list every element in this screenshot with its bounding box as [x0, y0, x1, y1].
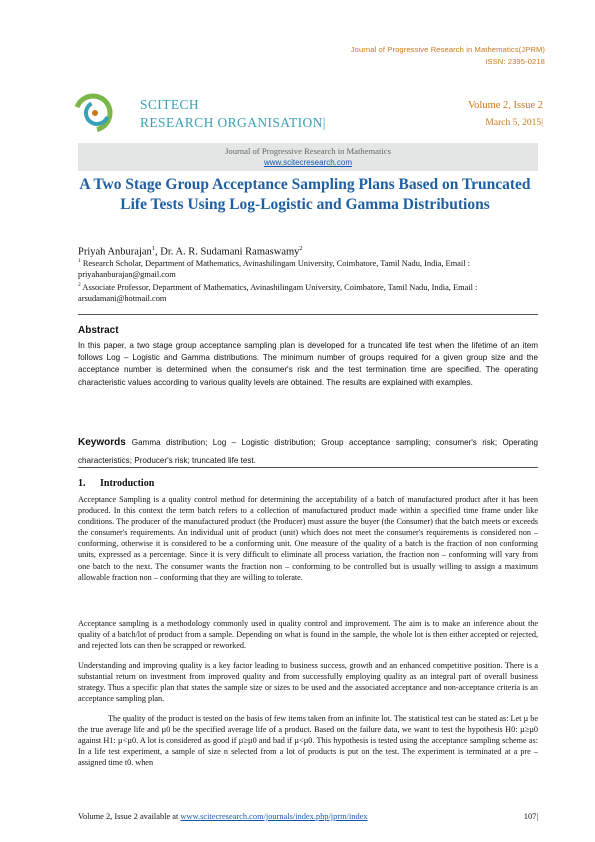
affiliation-1-text: Research Scholar, Department of Mathematics, Avinashilingam University, Coimbatore, Tamil Nadu, India, Email : priyahanburajan@gmail.com	[78, 258, 470, 280]
divider-bottom	[78, 467, 538, 468]
intro-paragraph-2: Acceptance sampling is a methodology commonly used in quality control and improvement. The aim is to make an inference about the quality of a batch/lot of product from a sample. Depending on what is found in the sample, the whole lot is then either accepted or rejected, and rejected lots can then be scrapped or reworked.	[78, 619, 538, 651]
journal-header-issn: ISSN: 2395-0218	[485, 57, 545, 66]
publisher-name	[140, 96, 326, 132]
publisher-line2: RESEARCH ORGANISATION|	[140, 115, 326, 130]
footer-link[interactable]: www.scitecresearch.com/journals/index.php/jprm/index	[180, 812, 368, 821]
affiliation-1-marker: 1	[78, 258, 81, 264]
author-2-name: , Dr. A. R. Sudamani Ramaswamy	[155, 246, 300, 258]
author-1-name: Priyah Anburajan	[78, 246, 152, 258]
intro-paragraph-3: Understanding and improving quality is a key factor leading to business success, growth and an enhanced competitive position. There is a substantial return on investment from improved quality and from successfully employing quality as an integral part of overall business strategy. Thus a specific plan that states the sample size or sizes to be used and the associated acceptance and non-acceptance criteria is an acceptance sampling plan.	[78, 661, 538, 704]
page-number: 107|	[523, 812, 538, 821]
section-number: 1.	[78, 478, 86, 489]
journal-website-link[interactable]: www.scitecresearch.com	[263, 158, 353, 167]
author-1-marker: 1	[151, 245, 156, 252]
divider-top	[78, 314, 538, 315]
section-heading-introduction	[78, 478, 154, 489]
affiliation-2-marker: 2	[78, 282, 81, 288]
journal-header-name: Journal of Progressive Research in Mathematics(JPRM)	[350, 45, 545, 54]
affiliation-2	[78, 280, 538, 305]
publisher-line1: SCITECH	[140, 97, 200, 112]
keywords-section	[78, 434, 538, 470]
issue-info	[468, 99, 543, 129]
journal-header	[351, 44, 545, 68]
page-footer	[78, 812, 538, 821]
affiliation-1	[78, 256, 538, 281]
abstract-heading: Abstract	[78, 325, 119, 336]
affiliation-2-text: Associate Professor, Department of Mathematics, Avinashilingam University, Coimbatore, Tamil Nadu, India, Email : arsudamani@hotmail.com	[78, 282, 478, 304]
band-journal-name: Journal of Progressive Research in Mathematics	[225, 146, 391, 156]
scitech-logo-icon	[68, 86, 122, 140]
footer-prefix: Volume 2, Issue 2 available at	[78, 812, 181, 821]
section-title: Introduction	[100, 478, 155, 489]
issue-date: March 5, 2015|	[485, 118, 543, 128]
intro-paragraph-4: The quality of the product is tested on the basis of few items taken from an infinite lot. The statistical test can be stated as: Let µ be the true average life and µ0 be the specified average life of a product. Based on the failure data, we want to test the hypothesis H0: µ≥µ0 against H1: µ<µ0. A lot is considered as good if µ≥µ0 and bad if µ<µ0. This hypothesis is tested using the acceptance sampling scheme as: In a life test experiment, a sample of size n selected from a lot of products is put on the test. The experiment is terminated at a pre – assigned time t0. when	[78, 714, 538, 768]
paper-title: A Two Stage Group Acceptance Sampling Plans Based on Truncated Life Tests Using Log-Logistic and Gamma Distributions	[79, 176, 531, 213]
keywords-text: Gamma distribution; Log – Logistic distribution; Group acceptance sampling; consumer's risk; Operating characteristics; Producer's risk; truncated life test.	[78, 438, 538, 465]
keywords-label: Keywords	[78, 437, 126, 448]
author-2-marker: 2	[299, 245, 303, 252]
intro-paragraph-1: Acceptance Sampling is a quality control method for determining the acceptability of a batch of manufactured product after it has been produced. In this context the term batch refers to a collection of manufactured product made within a specified time frame under like conditions. The producer of the manufactured product (the Producer) must assure the buyer (the Consumer) that the batch meets or exceeds the consumer's requirements. An individual unit of product (unit) which does not meet the consumer's requirements is considered non – conforming, otherwise it is considered to be a conforming unit. One measure of the quality of a batch is the fraction of non conforming units, expressed as a percentage. Since it is very difficult to eliminate all process variation, the fraction non – conforming will vary from one batch to the next. The consumer wants the fraction non – conforming to be controlled but is usually willing to assign a maximum allowable fraction non – conforming that they are willing to tolerate.	[78, 495, 538, 582]
volume-label: Volume 2, Issue 2	[467, 100, 543, 111]
journal-band	[78, 143, 538, 171]
abstract-text: In this paper, a two stage group acceptance sampling plan is developed for a truncated life test when the lifetime of an item follows Log – Logistic and Gamma distributions. The minimum number of groups required for a given group size and the acceptance number is determined when the consumer's risk and the test termination time are specified. The operating characteristic values according to various quality levels are obtained. The results are explained with examples.	[78, 341, 538, 387]
